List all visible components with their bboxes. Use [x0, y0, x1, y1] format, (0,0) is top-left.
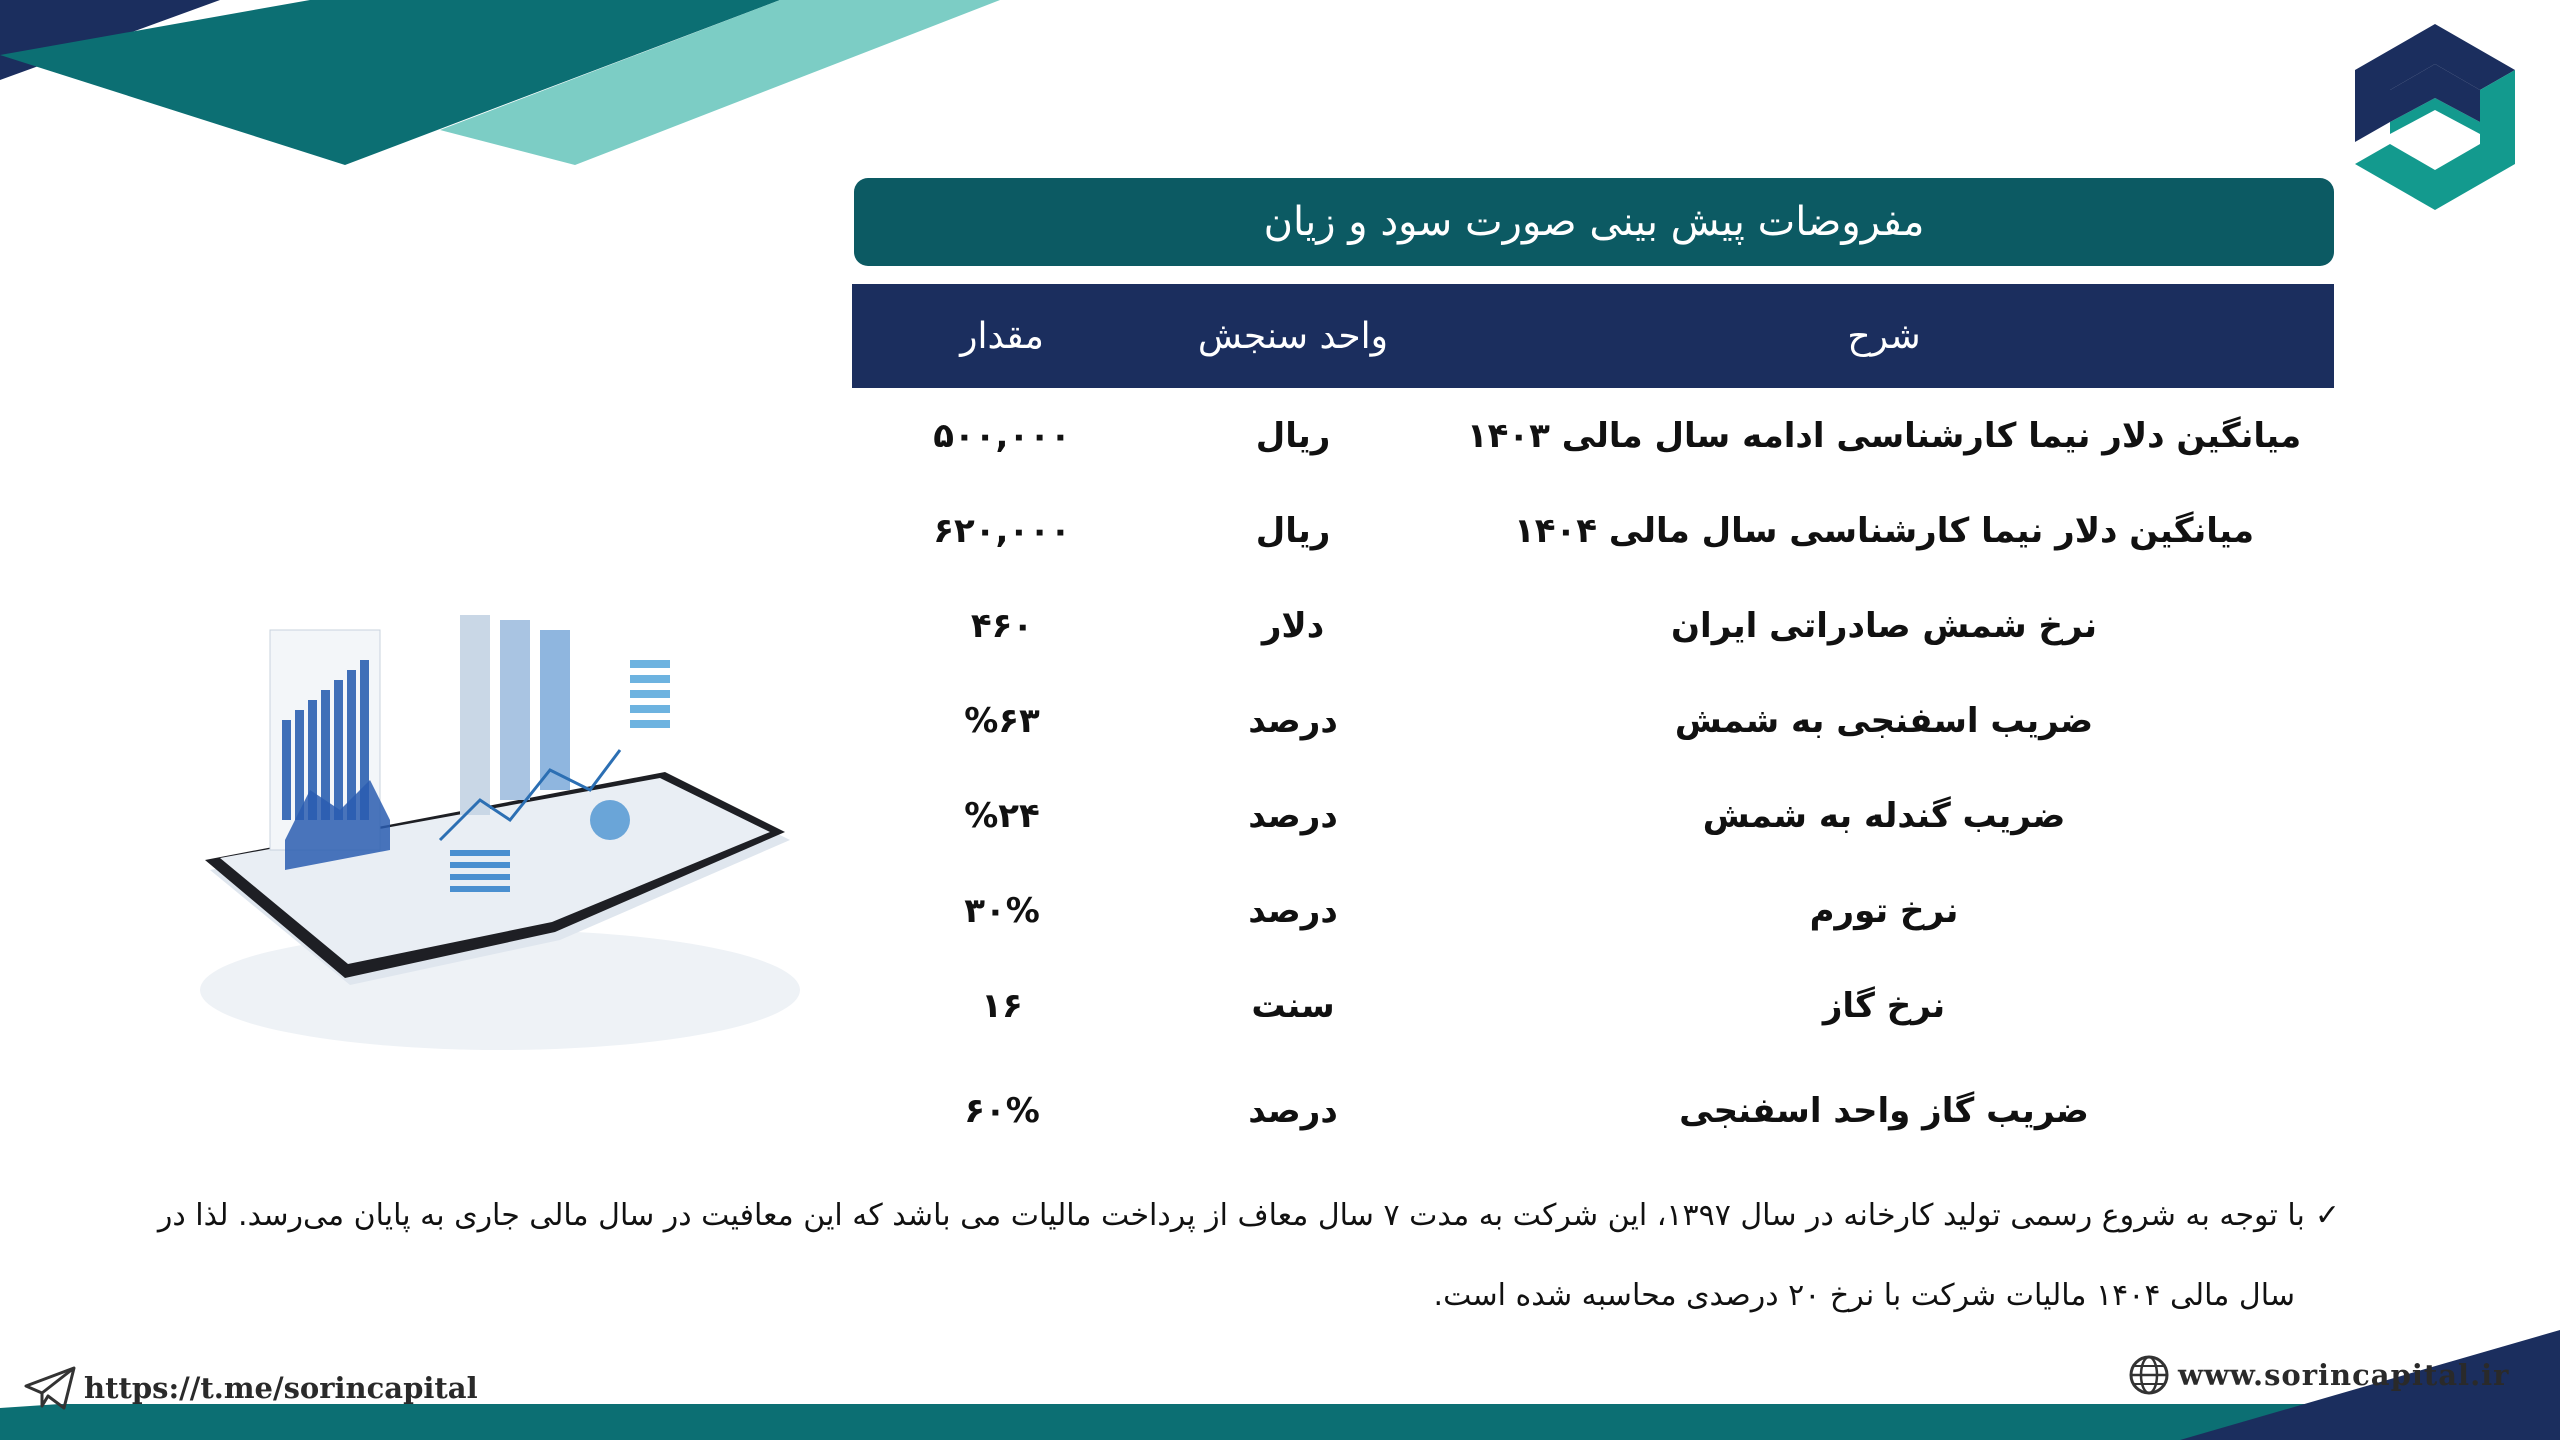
row-value: %۲۴: [964, 795, 1040, 836]
tax-note-line-1: [140, 1198, 2340, 1233]
row-unit: ریال: [1255, 510, 1331, 551]
row-description: ضریب گاز واحد اسفنجی: [1679, 1090, 2089, 1131]
table-row: [852, 1053, 2334, 1168]
sorin-capital-logo: [2350, 22, 2520, 212]
row-unit: درصد: [1248, 890, 1338, 931]
row-unit: دلار: [1261, 605, 1325, 646]
row-unit: درصد: [1248, 795, 1338, 836]
row-description: ضریب اسفنجی به شمش: [1674, 700, 2094, 741]
page-title: مفروضات پیش بینی صورت سود و زیان: [854, 178, 2334, 266]
table-row: [852, 578, 2334, 673]
row-value: ۴۶۰: [970, 605, 1034, 646]
row-value: %۶۳: [964, 700, 1040, 741]
header-description: شرح: [1847, 315, 1921, 357]
row-value: ۱۶: [981, 985, 1023, 1026]
assumptions-table: [852, 284, 2334, 1168]
telegram-link[interactable]: [24, 1366, 478, 1410]
row-value: ۳۰%: [964, 890, 1040, 931]
globe-icon: [2128, 1354, 2170, 1396]
table-header: [852, 284, 2334, 388]
row-description: نرخ گاز: [1822, 985, 1946, 1026]
row-description: نرخ تورم: [1809, 890, 1959, 931]
row-unit: درصد: [1248, 1090, 1338, 1131]
row-description: میانگین دلار نیما کارشناسی سال مالی ۱۴۰۴: [1514, 510, 2255, 551]
table-row: [852, 863, 2334, 958]
tax-note-line-2: سال مالی ۱۴۰۴ مالیات شرکت با نرخ ۲۰ درصدی محاسبه شده است.: [1433, 1278, 2295, 1313]
tablet-dashboard-illustration: [190, 540, 810, 1100]
header-unit: واحد سنجش: [1197, 315, 1389, 357]
row-value: ۵۰۰,۰۰۰: [933, 415, 1071, 456]
table-row: [852, 958, 2334, 1053]
telegram-icon: [24, 1366, 76, 1410]
table-row: [852, 768, 2334, 863]
table-row: [852, 673, 2334, 768]
website-link[interactable]: [2128, 1354, 2509, 1396]
row-description: ضریب گندله به شمش: [1702, 795, 2066, 836]
table-body: [852, 388, 2334, 1168]
website-url: www.sorincapital.ir: [2178, 1358, 2510, 1392]
row-description: نرخ شمش صادراتی ایران: [1671, 605, 2097, 646]
row-value: ۶۲۰,۰۰۰: [933, 510, 1071, 551]
header-value: مقدار: [960, 315, 1044, 357]
tax-note-text-1: با توجه به شروع رسمی تولید کارخانه در سال ۱۳۹۷، این شرکت به مدت ۷ سال معاف از پرداخت مالیات می باشد که این معافیت در سال مالی جاری به پایان می‌رسد. لذا در: [157, 1198, 2305, 1233]
table-row: [852, 483, 2334, 578]
row-description: میانگین دلار نیما کارشناسی ادامه سال مالی ۱۴۰۳: [1466, 415, 2302, 456]
row-value: ۶۰%: [964, 1090, 1040, 1131]
check-mark-icon: ✓: [2314, 1198, 2340, 1233]
table-row: [852, 388, 2334, 483]
row-unit: ریال: [1255, 415, 1331, 456]
row-unit: درصد: [1248, 700, 1338, 741]
row-unit: سنت: [1251, 985, 1335, 1026]
telegram-url: https://t.me/sorincapital: [84, 1371, 478, 1405]
